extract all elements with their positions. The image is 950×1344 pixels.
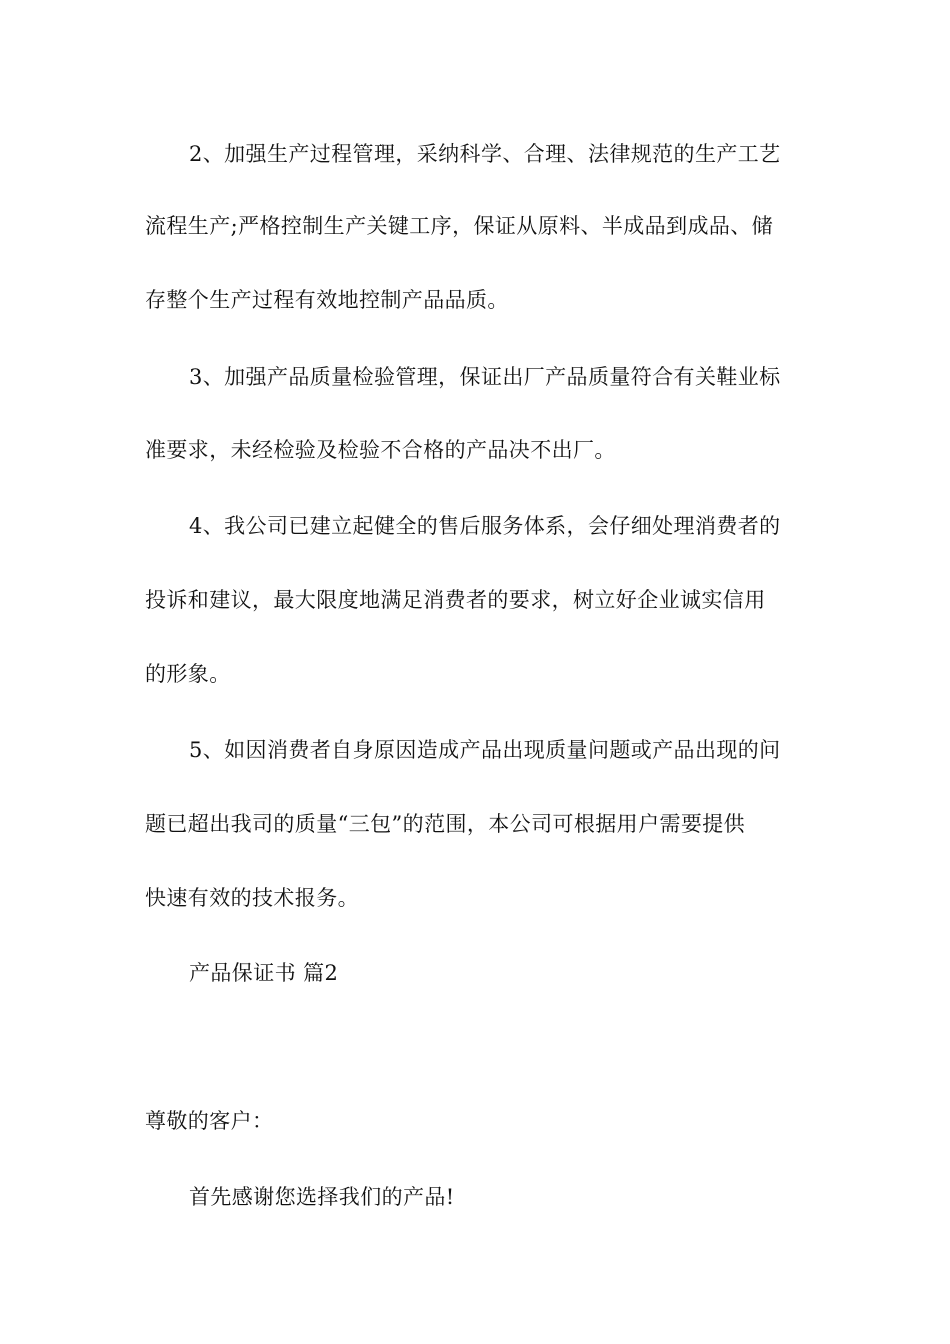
section-heading: 产品保证书 篇2 [189, 961, 339, 985]
paragraph-3-line-1: 3、加强产品质量检验管理，保证出厂产品质量符合有关鞋业标 [189, 365, 781, 389]
opening-line: 首先感谢您选择我们的产品! [189, 1185, 455, 1209]
paragraph-5-line-3: 快速有效的技术报务。 [145, 886, 359, 910]
paragraph-4-line-2: 投诉和建议，最大限度地满足消费者的要求，树立好企业诚实信用 [145, 588, 766, 612]
paragraph-5-line-2: 题已超出我司的质量“三包”的范围，本公司可根据用户需要提供 [145, 812, 746, 836]
paragraph-3-line-2: 准要求，未经检验及检验不合格的产品决不出厂。 [145, 438, 616, 462]
paragraph-2-line-2: 流程生产;严格控制生产关键工序，保证从原料、半成品到成品、储 [145, 214, 774, 238]
paragraph-4-line-3: 的形象。 [145, 662, 231, 686]
paragraph-4-line-1: 4、我公司已建立起健全的售后服务体系，会仔细处理消费者的 [189, 514, 781, 538]
paragraph-2-line-3: 存整个生产过程有效地控制产品品质。 [145, 288, 509, 312]
paragraph-5-line-1: 5、如因消费者自身原因造成产品出现质量问题或产品出现的问 [189, 738, 781, 762]
paragraph-2-line-1: 2、加强生产过程管理，采纳科学、合理、法律规范的生产工艺 [189, 142, 781, 166]
salutation: 尊敬的客户： [145, 1109, 274, 1133]
